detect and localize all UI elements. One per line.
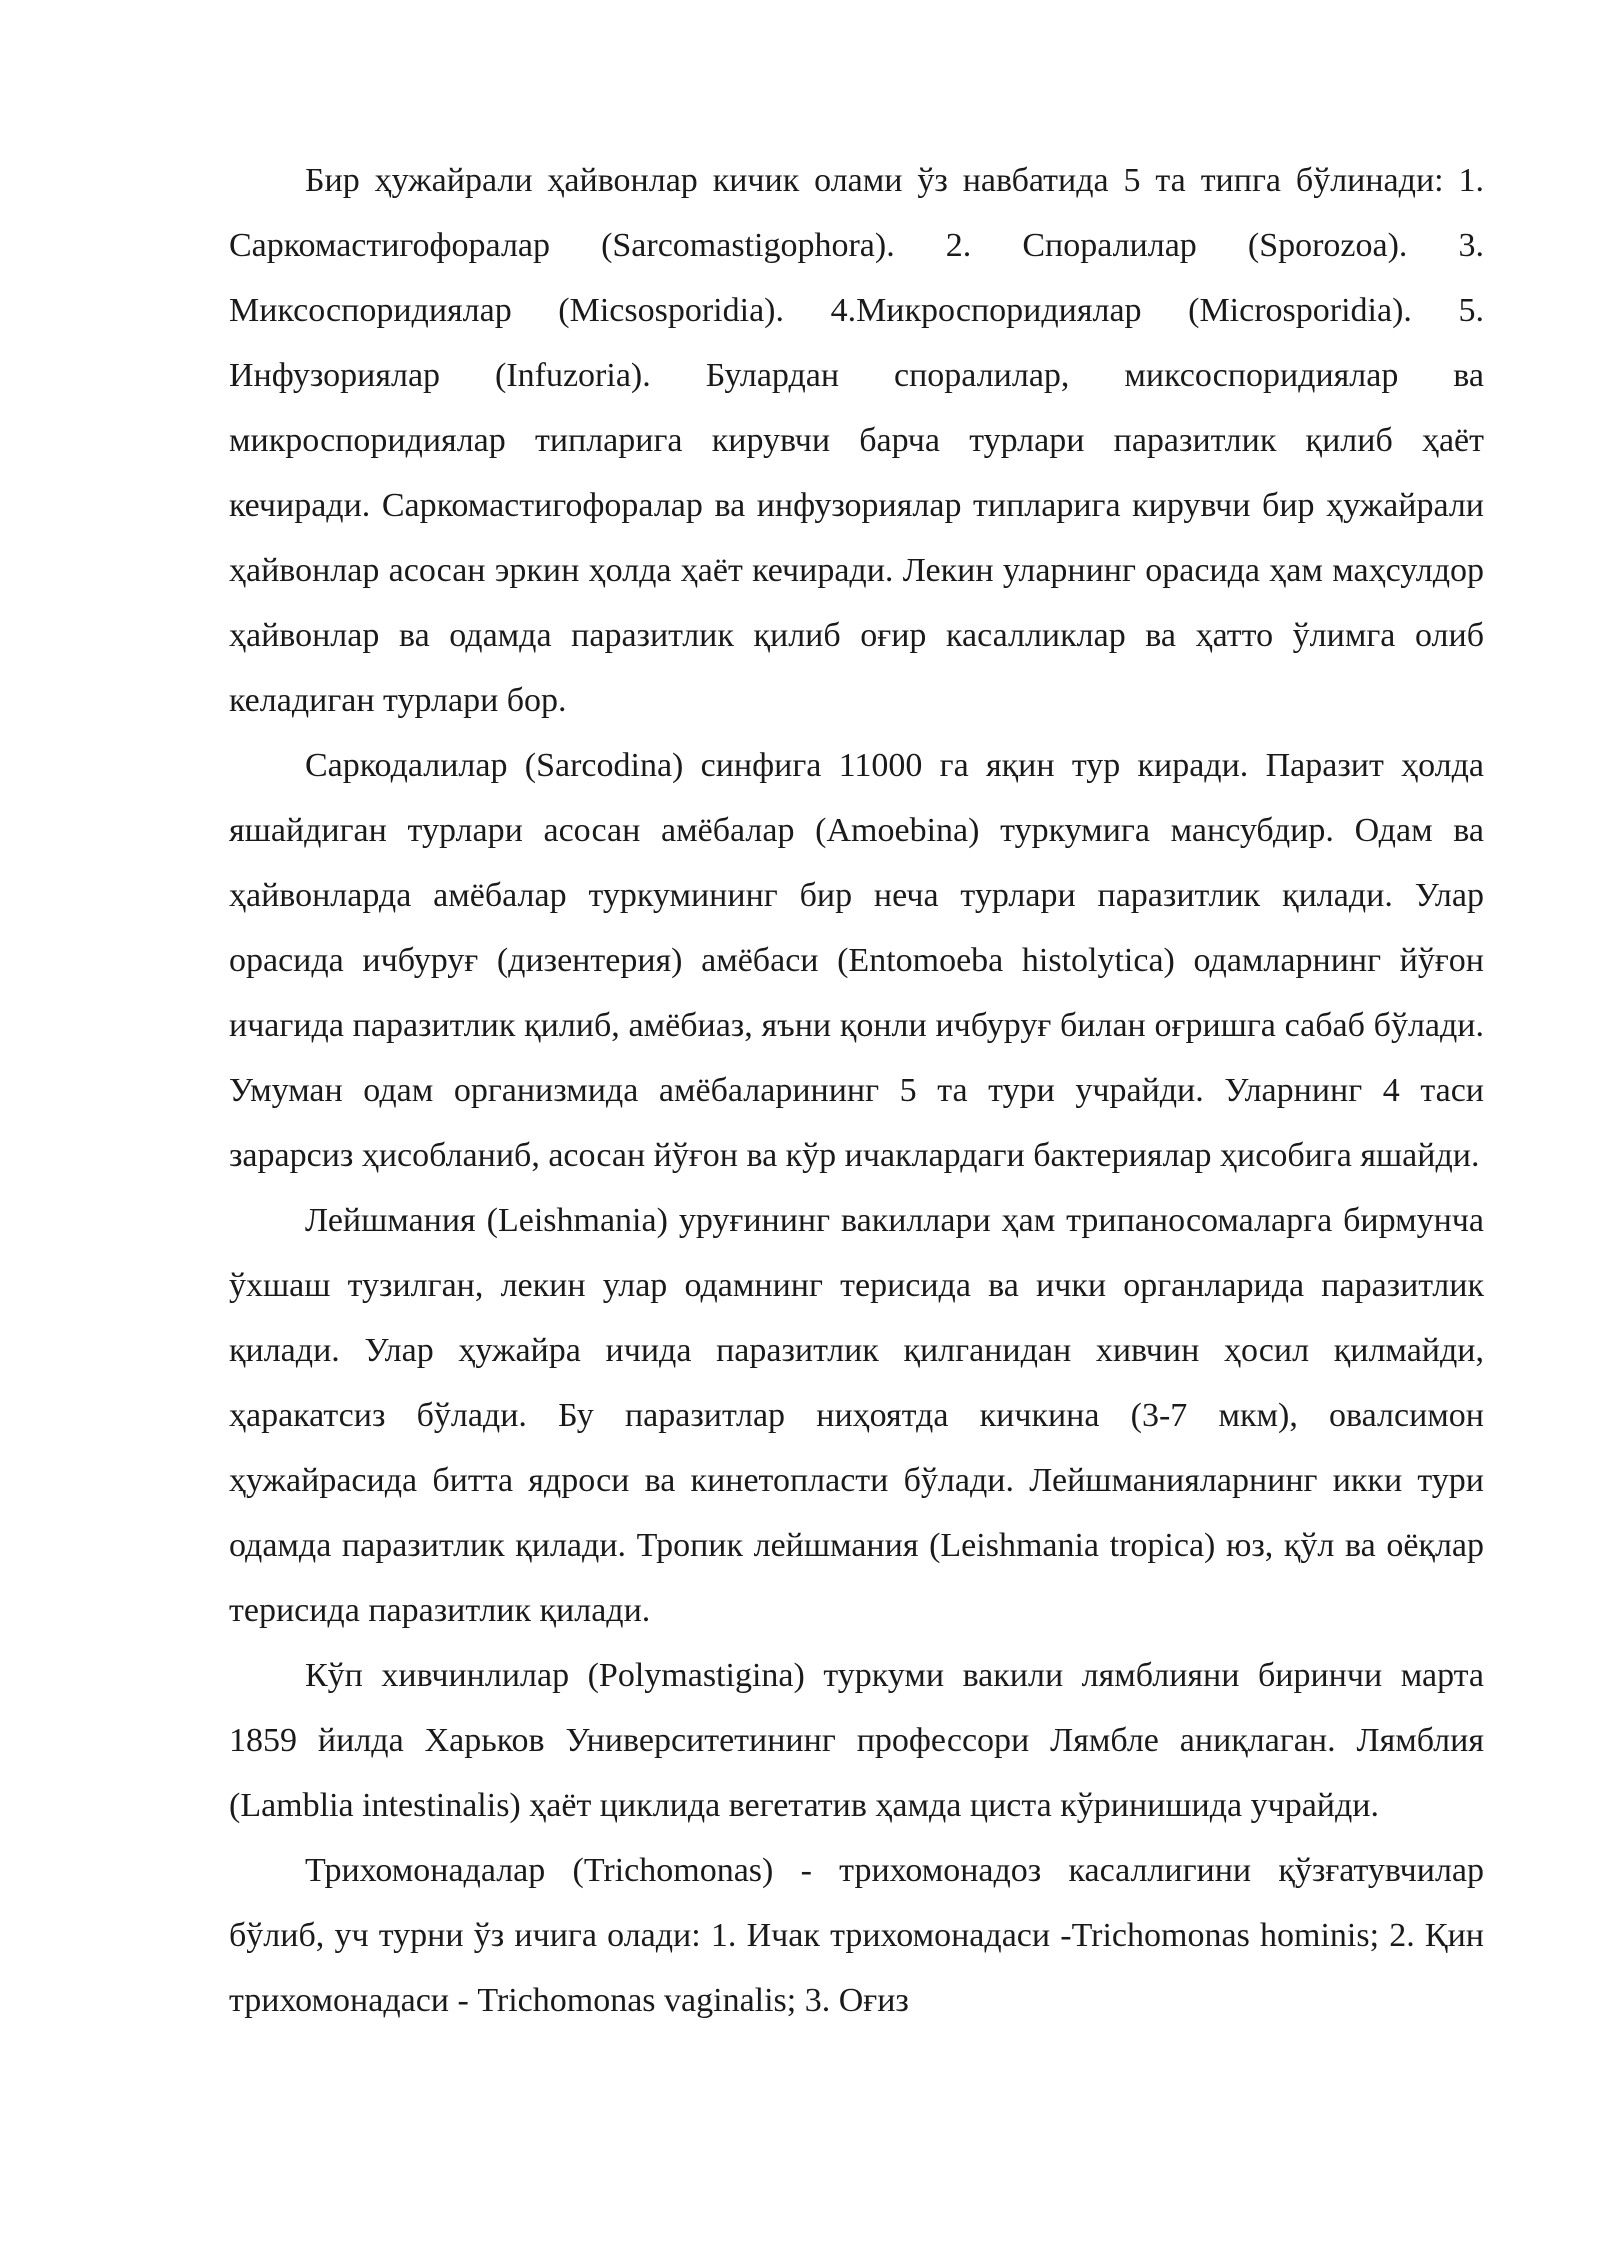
paragraph-protozoa-types: Бир ҳужайрали ҳайвонлар кичик олами ўз навбатида 5 та типга бўлинади: 1. Саркомастигофоралар (Sarcomastigophora). 2. Споралилар (Sporozoa). 3. Миксоспоридиялар (Micsosporidia). 4.Микроспоридиялар (Microsporidia). 5. Инфузориялар (Infuzoria). Булардан споралилар, миксоспоридиялар ва микроспоридиялар типларига кирувчи барча турлари паразитлик қилиб ҳаёт кечиради. Саркомастигофоралар ва инфузориялар типларига кирувчи бир ҳужайрали ҳайвонлар асосан эркин ҳолда ҳаёт кечиради. Лекин уларнинг орасида ҳам маҳсулдор ҳайвонлар ва одамда паразитлик қилиб оғир касалликлар ва ҳатто ўлимга олиб келадиган турлари бор. xyxy=(229,162,1484,719)
paragraph-trichomonas: Трихомонадалар (Trichomonas) - трихомонадоз касаллигини қўзғатувчилар бўлиб, уч турни ўз ичига олади: 1. Ичак трихомонадаси -Trichomonas hominis; 2. Қин трихомонадаси - Trichomonas vaginalis; 3. Оғиз xyxy=(229,1852,1484,2019)
paragraph-leishmania: Лейшмания (Leishmania) уруғининг вакиллари ҳам трипаносомаларга бирмунча ўхшаш тузилган, лекин улар одамнинг терисида ва ички органларида паразитлик қилади. Улар ҳужайра ичида паразитлик қилганидан хивчин ҳосил қилмайди, ҳаракатсиз бўлади. Бу паразитлар ниҳоятда кичкина (3-7 мкм), овалсимон ҳужайрасида битта ядроси ва кинетопласти бўлади. Лейшманияларнинг икки тури одамда паразитлик қилади. Тропик лейшмания (Leishmania tropica) юз, қўл ва оёқлар терисида паразитлик қилади. xyxy=(229,1202,1484,1629)
paragraph-polymastigina: Кўп хивчинлилар (Polymastigina) туркуми вакили лямблияни биринчи марта 1859 йилда Харьков Университетининг профессори Лямбле аниқлаган. Лямблия (Lamblia intestinalis) ҳаёт циклида вегетатив ҳамда циста кўринишида учрайди. xyxy=(229,1657,1484,1824)
document-page xyxy=(229,148,1484,2033)
paragraph-sarcodina: Саркодалилар (Sarcodina) синфига 11000 га яқин тур киради. Паразит ҳолда яшайдиган турлари асосан амёбалар (Amoebina) туркумига мансубдир. Одам ва ҳайвонларда амёбалар туркумининг бир неча турлари паразитлик қилади. Улар орасида ичбуруғ (дизентерия) амёбаси (Entomoeba histolytica) одамларнинг йўғон ичагида паразитлик қилиб, амёбиаз, яъни қонли ичбуруғ билан оғришга сабаб бўлади. Умуман одам организмида амёбаларининг 5 та тури учрайди. Уларнинг 4 таси зарарсиз ҳисобланиб, асосан йўғон ва кўр ичаклардаги бактериялар ҳисобига яшайди. xyxy=(229,747,1484,1174)
